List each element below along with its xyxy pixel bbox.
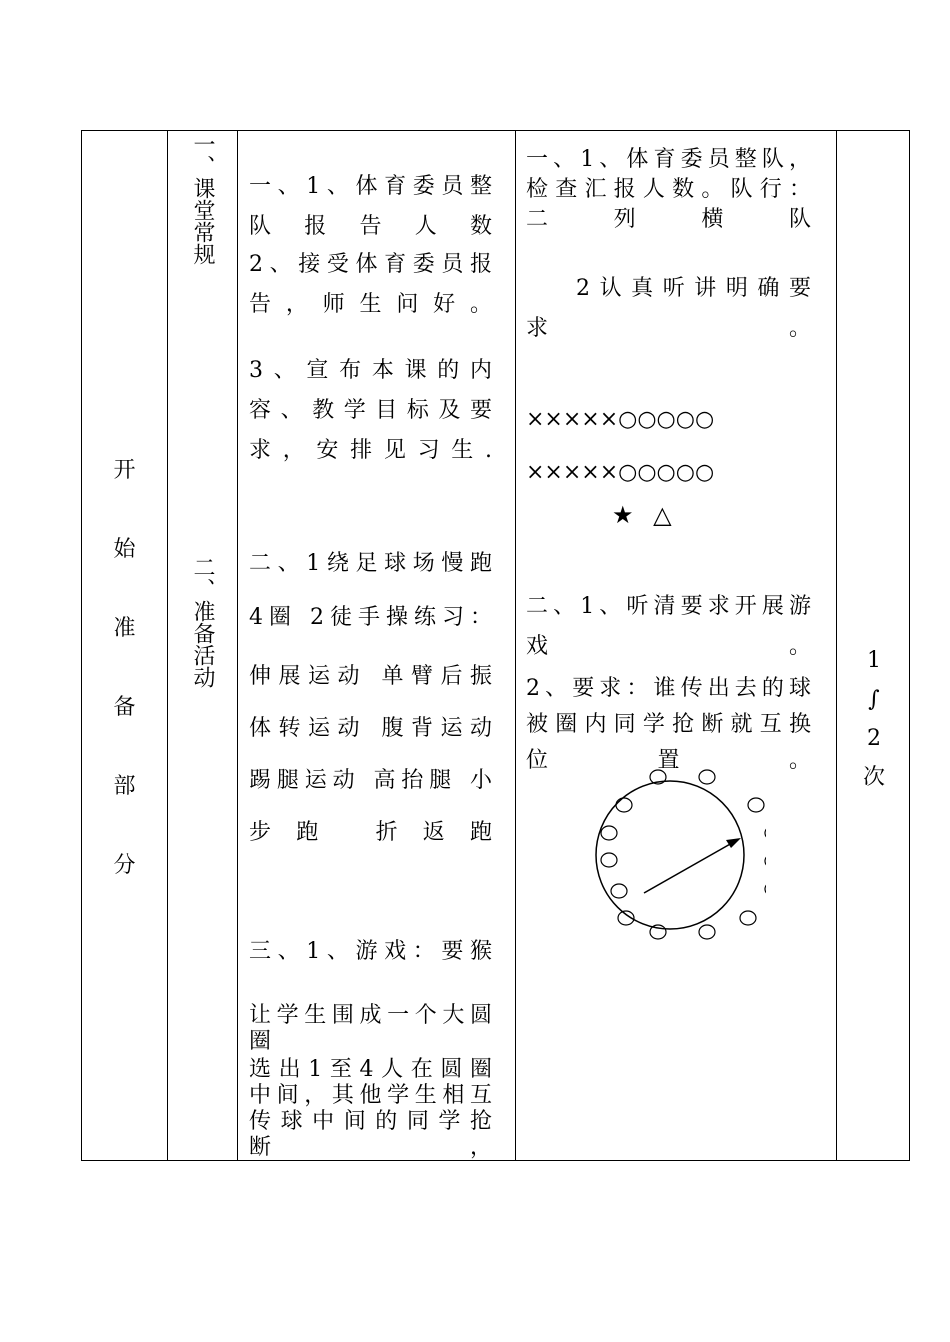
player-circle bbox=[765, 882, 766, 896]
section-char: 开 bbox=[113, 458, 136, 483]
pass-arrow bbox=[644, 843, 732, 893]
content-p4: 二、1绕足球场慢跑4圈 2徒手操练习： bbox=[249, 551, 497, 630]
formation-row-2: ×××××○○○○○ bbox=[526, 460, 715, 485]
times-char: 1 bbox=[867, 648, 881, 673]
player-circle bbox=[748, 798, 764, 812]
game-circle-diagram bbox=[576, 764, 766, 944]
content-cell bbox=[238, 131, 515, 1160]
formation-row-3: ★ △ bbox=[612, 501, 678, 529]
times-char: ∫ bbox=[868, 687, 880, 712]
times-char: 2 bbox=[867, 726, 881, 751]
content-p8: 选出1至4人在圆圈中间，其他学生相互传球中间的同学抢断， bbox=[249, 1057, 497, 1160]
requirements-cell bbox=[516, 131, 836, 1160]
topic-cell bbox=[168, 131, 237, 1160]
player-circle bbox=[765, 826, 766, 840]
player-circle bbox=[601, 853, 617, 867]
requirement-r4: 2、要求：谁传出去的球被圈内同学抢断就互换位置。 bbox=[526, 676, 816, 773]
content-p3: 3、宣布本课的内容、教学目标及要求，安排见习生. bbox=[249, 358, 497, 463]
section-label bbox=[82, 431, 167, 905]
content-p6: 三、1、游戏：要猴 bbox=[249, 939, 497, 964]
big-circle bbox=[596, 781, 744, 929]
content-p2: 2、接受体育委员报告，师生问好。 bbox=[249, 252, 497, 317]
player-circle bbox=[765, 854, 766, 868]
topic-1: 一、课堂常规 bbox=[190, 133, 215, 265]
times-cell bbox=[837, 131, 911, 1160]
player-circle bbox=[616, 798, 632, 812]
pass-arrow-head bbox=[726, 838, 741, 848]
requirement-r2: 2认真听讲明确要求。 bbox=[526, 276, 816, 341]
section-char: 部 bbox=[113, 774, 136, 799]
section-cell bbox=[82, 131, 167, 1160]
player-circle bbox=[699, 925, 715, 939]
lesson-plan-table bbox=[81, 130, 910, 1161]
section-char: 备 bbox=[113, 695, 136, 720]
player-circle bbox=[740, 911, 756, 925]
times-char: 次 bbox=[862, 765, 885, 790]
requirement-r1: 一、1、体育委员整队，检查汇报人数。队行：二列横队 bbox=[526, 147, 816, 232]
section-char: 分 bbox=[113, 853, 136, 878]
content-p1: 一、1、体育委员整队报告人数 bbox=[249, 174, 497, 239]
section-char: 准 bbox=[113, 616, 136, 641]
player-circle bbox=[699, 770, 715, 784]
content-p5: 伸展运动 单臂后振 体转运动 腹背运动 踢腿运动 高抬腿 小步跑 折返跑 bbox=[249, 664, 497, 845]
times-label bbox=[837, 641, 911, 797]
section-char: 始 bbox=[113, 537, 136, 562]
player-circle bbox=[650, 925, 666, 939]
topic-2: 二、准备活动 bbox=[190, 556, 215, 688]
content-p7: 让学生围成一个大圆圈 bbox=[249, 1003, 497, 1054]
formation-row-1: ×××××○○○○○ bbox=[526, 407, 715, 432]
requirement-r3: 二、1、听清要求开展游戏。 bbox=[526, 594, 816, 659]
player-circle bbox=[601, 826, 617, 840]
player-circle bbox=[611, 884, 627, 898]
